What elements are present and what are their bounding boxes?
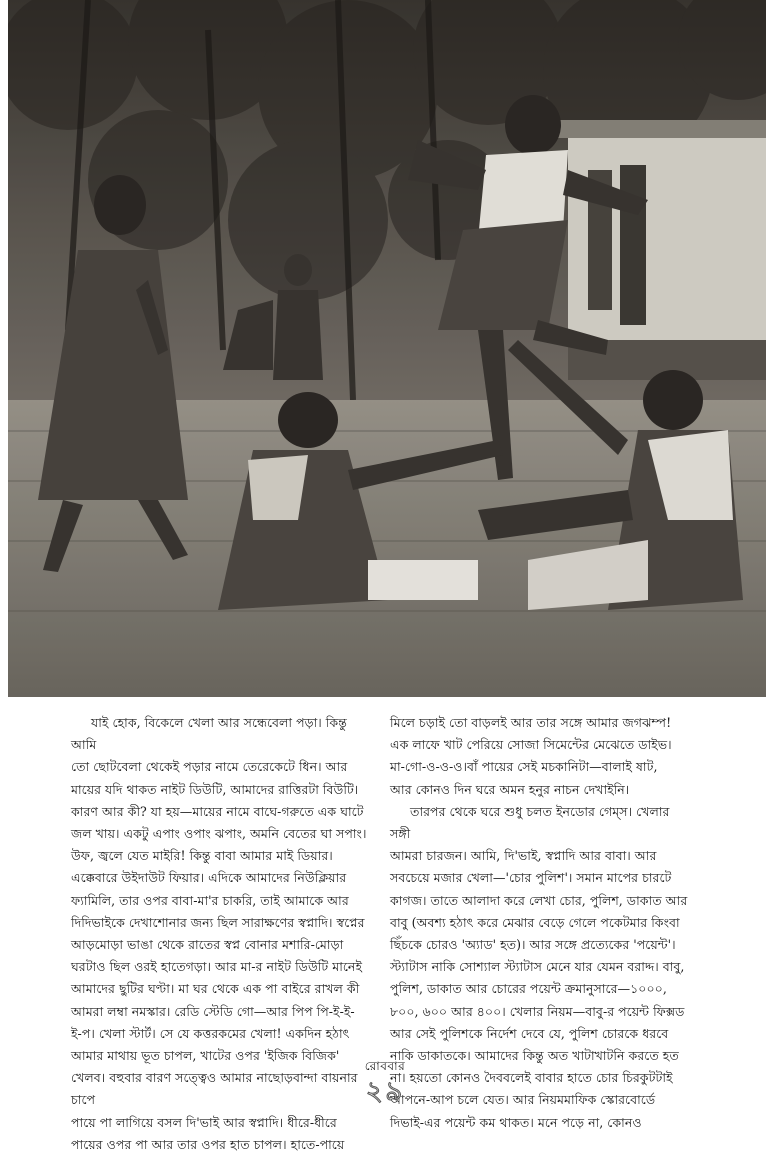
- paragraph: যাই হোক, বিকেলে খেলা আর সন্ধেবেলা পড়া। কিন্তু আমি তো ছোটবেলা থেকেই পড়ার নামে তেরেকেটে ধিন। আর মায়ের যদি থাকত নাইট ডিউটি, আমাদের রাত্তিরটা বিউটি। কারণ আর কী? যা হয়—মায়ের নামে বাঘে-গরুতে এক ঘাটে জল খায়। একটু এপাং ওপাং ঝপাং, অমনি বেতের ঘা সপাং। উফ, জ্বলে যেত মাইরি! কিন্তু বাবা আমার মাই ডিয়ার। এক্কেবারে উইদাউট ফিয়ার। এদিকে আমাদের নিউক্লিয়ার ফ্যামিলি, তার ওপর বাবা-মা'র চাকরি, তাই আমাকে আর দিদিভাইকে দেখাশোনার জন্য ছিল সারাক্ষণের স্বপ্নাদি। স্বপ্নের আড়মোড়া ভাঙা থেকে রাতের স্বপ্ন বোনার মশারি-মোড়া ঘরটাও ছিল ওরই হাতেগড়া। আর মা-র নাইট ডিউটি মানেই আমাদের ছুটির ঘণ্টা। মা ঘর থেকে এক পা বাইরে রাখল কী আমরা লম্বা নমস্কার। রেডি স্টেডি গো—আর পিপ পি-ই-ই- ই-প। খেলা স্টার্ট। সে যে কত্তরকমের খেলা! একদিন হঠাৎ আমার মাথায় ভূত চাপল, খাটের ওপর 'ইজিক বিজিক' খেলব। বহুবার বারণ সত্ত্বেও আমার নাছোড়বান্দা বায়নার চাপে পায়ে পা লাগিয়ে বসল দি'ভাই আর স্বপ্নাদি। ধীরে-ধীরে পায়ের ওপর পা আর তার ওপর হাত চাপল। হাতে-পায়ে: [71, 715, 367, 1152]
- magazine-name: রোববার: [364, 1059, 406, 1073]
- paragraph: মিলে চড়াই তো বাড়লই আর তার সঙ্গে আমার জগঝম্প! এক লাফে খাট পেরিয়ে সোজা সিমেন্টের মেঝেতে ডাইভ। মা-গো-ও-ও-ও।বাঁ পায়ের সেই মচকানিটা—বালাই ষাট, আর কোনও দিন ঘরে অমন হনুর নাচন দেখাইনি।: [390, 715, 672, 797]
- paragraph: তারপর থেকে ঘরে শুধু চলত ইনডোর গেম্‌স। খেলার সঙ্গী আমরা চারজন। আমি, দি'ভাই, স্বপ্নাদি আর বাবা। আর সবচেয়ে মজার খেলা—'চোর পুলিশ'। সমান মাপের চারটে কাগজ। তাতে আলাদা করে লেখা চোর, পুলিশ, ডাকাত আর বাবু (অবশ্য হঠাৎ করে মেঝার বেড়ে গেলে পকেটমার কিংবা ছিঁচকে চোরও 'অ্যাড' হত)। আর সঙ্গে প্রত্যেকের 'পয়েন্ট'। স্ট্যাটাস নাকি সোশ্যাল স্ট্যাটাস মেনে যার যেমন বরাদ্দ। বাবু, পুলিশ, ডাকাত আর চোরের পয়েন্ট ক্রমানুসারে—১০০০, ৮০০, ৬০০ আর ৪০০। খেলার নিয়ম—বাবু-র পয়েন্ট ফিক্সড আর সেই পুলিশকে নির্দেশ দেবে যে, পুলিশ চোরকে ধরবে নাকি ডাকাতকে। আমাদের কিন্তু অত খাটাখাটনি করতে হত না। হয়তো কোনও দৈববলেই বাবার হাতে চোর চিরকুটটাই আপনে-আপ চলে যেত। আর নিয়মমাফিক স্কোরবোর্ডে দিভাই-এর পয়েন্ট কম থাকত। মনে পড়ে না, কোনও: [390, 803, 688, 1130]
- children-playing-photo-icon: [8, 0, 766, 697]
- page-number: ২৯: [365, 1076, 405, 1107]
- article-photo: [8, 0, 766, 697]
